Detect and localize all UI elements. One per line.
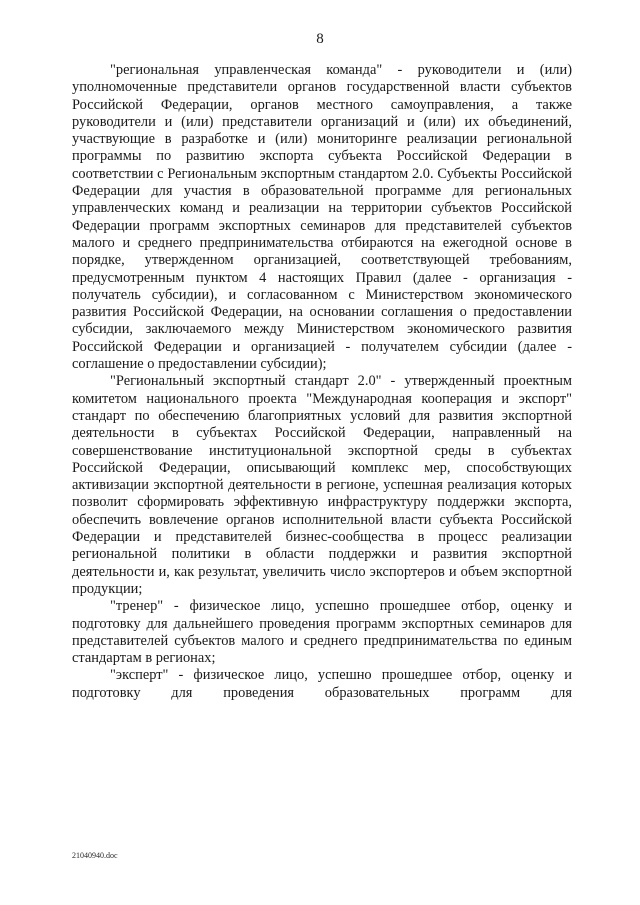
page-number: 8 [316, 31, 324, 47]
footer-filename: 21040940.doc [72, 851, 118, 860]
paragraph-export-standard: "Региональный экспортный стандарт 2.0" - утвержденный проектным комитетом национального проекта "Международная кооперация и экспорт" стандарт по обеспечению благоприятных условий для развития экспортной деятельности в субъектах Российской Федерации, направленный на совершенствование институциональной экспортной среды в субъектах Российской Федерации, описывающий комплекс мер, способствующих активизации экспортной деятельности в регионе, успешная реализация которых позволит сформировать эффективную инфраструктуру поддержки экспорта, обеспечить вовлечение органов исполнительной власти субъекта Российской Федерации и представителей бизнес-сообщества в процесс реализации региональной политики в области поддержки и развития экспортной деятельности и, как результат, увеличить число экспортеров и объем экспортной продукции; [72, 373, 572, 597]
document-body [72, 62, 572, 702]
paragraph-expert: "эксперт" - физическое лицо, успешно прошедшее отбор, оценку и подготовку для проведения образовательных программ для [72, 667, 572, 701]
paragraph-regional-team: "региональная управленческая команда" - руководители и (или) уполномоченные представители органов государственной власти субъектов Российской Федерации, органов местного самоуправления, а также руководители и (или) представители организаций и (или) их объединений, участвующие в разработке и (или) мониторинге реализации региональной программы по развитию экспорта субъекта Российской Федерации в соответствии с Региональным экспортным стандартом 2.0. Субъекты Российской Федерации для участия в образовательной программе для региональных управленческих команд и реализации на территории субъектов Российской Федерации программ экспортных семинаров для представителей субъектов малого и среднего предпринимательства отбираются на ежегодной основе в порядке, утвержденном организацией, соответствующей требованиям, предусмотренным пунктом 4 настоящих Правил (далее - организация - получатель субсидии), и согласованном с Министерством экономического развития Российской Федерации, на основании соглашения о предоставлении субсидии, заключаемого между Министерством экономического развития Российской Федерации и организацией - получателем субсидии (далее - соглашение о предоставлении субсидии); [72, 62, 572, 373]
paragraph-trainer: "тренер" - физическое лицо, успешно прошедшее отбор, оценку и подготовку для дальнейшего проведения программ экспортных семинаров для представителей субъектов малого и среднего предпринимательства по единым стандартам в регионах; [72, 598, 572, 667]
